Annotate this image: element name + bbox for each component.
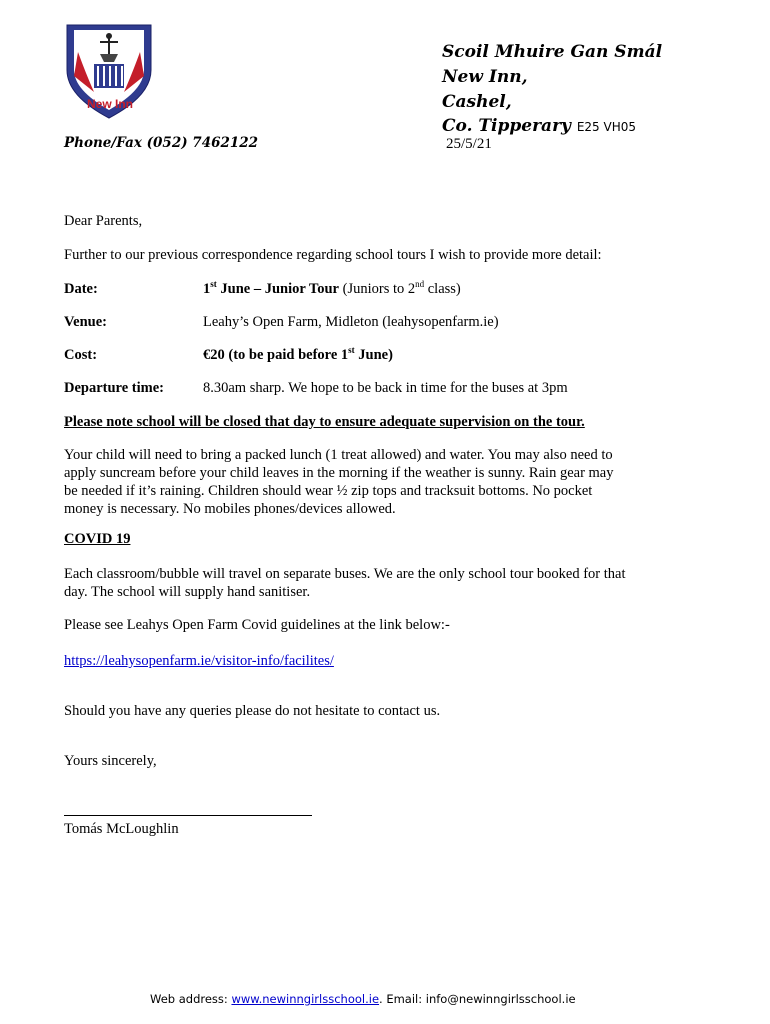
- venue-label: Venue:: [64, 314, 107, 330]
- departure-value: 8.30am sharp. We hope to be back in time for the buses at 3pm: [203, 380, 568, 396]
- crest-place-label: New Inn: [86, 97, 133, 111]
- date-value: 1st June – Junior Tour (Juniors to 2nd class): [203, 279, 461, 297]
- signatory-name: Tomás McLoughlin: [64, 821, 179, 837]
- departure-label: Departure time:: [64, 380, 164, 396]
- venue-value: Leahy’s Open Farm, Midleton (leahysopenfarm.ie): [203, 314, 499, 330]
- guidelines-text: Please see Leahys Open Farm Covid guidelines at the link below:-: [64, 617, 450, 633]
- guidelines-link[interactable]: https://leahysopenfarm.ie/visitor-info/facilites/: [64, 653, 334, 669]
- phone-fax: Phone/Fax (052) 7462122: [64, 135, 259, 151]
- footer-email: . Email: info@newinngirlsschool.ie: [379, 992, 576, 1006]
- footer-web-link[interactable]: www.newinngirlsschool.ie: [231, 992, 380, 1006]
- requirements-paragraph: [64, 446, 614, 518]
- requirements-line: be needed if it’s raining. Children should wear ½ zip tops and tracksuit bottoms. No pocket: [64, 483, 593, 499]
- covid-line: day. The school will supply hand sanitiser.: [64, 584, 311, 600]
- date-label: Date:: [64, 281, 98, 297]
- greeting: Dear Parents,: [64, 213, 143, 229]
- cost-label: Cost:: [64, 347, 98, 363]
- requirements-line: apply suncream before your child leaves in the morning if the weather is sunny. Rain gear may: [64, 465, 614, 481]
- covid-paragraph: [64, 565, 626, 601]
- covid-heading: COVID 19: [64, 531, 131, 547]
- letter-date: 25/5/21: [446, 136, 492, 152]
- queries-text: Should you have any queries please do not hesitate to contact us.: [64, 703, 441, 719]
- footer-web-label: Web address:: [150, 992, 232, 1006]
- requirements-line: Your child will need to bring a packed lunch (1 treat allowed) and water. You may also need to: [64, 447, 613, 463]
- address-line-town: Cashel,: [442, 92, 512, 112]
- intro-paragraph: Further to our previous correspondence regarding school tours I wish to provide more detail:: [64, 247, 602, 263]
- eircode: E25 VH05: [576, 120, 637, 134]
- requirements-line: money is necessary. No mobiles phones/devices allowed.: [64, 501, 396, 517]
- school-name: Scoil Mhuire Gan Smál: [442, 42, 663, 62]
- address-county: Co. Tipperary: [442, 116, 571, 136]
- footer: [150, 992, 576, 1006]
- cost-value: €20 (to be paid before 1st June): [203, 345, 393, 363]
- signature-line: [64, 815, 312, 816]
- covid-line: Each classroom/bubble will travel on separate buses. We are the only school tour booked for that: [64, 566, 626, 582]
- address-line-village: New Inn,: [442, 67, 528, 87]
- closure-notice: Please note school will be closed that day to ensure adequate supervision on the tour.: [64, 414, 585, 430]
- closing-text: Yours sincerely,: [64, 753, 157, 769]
